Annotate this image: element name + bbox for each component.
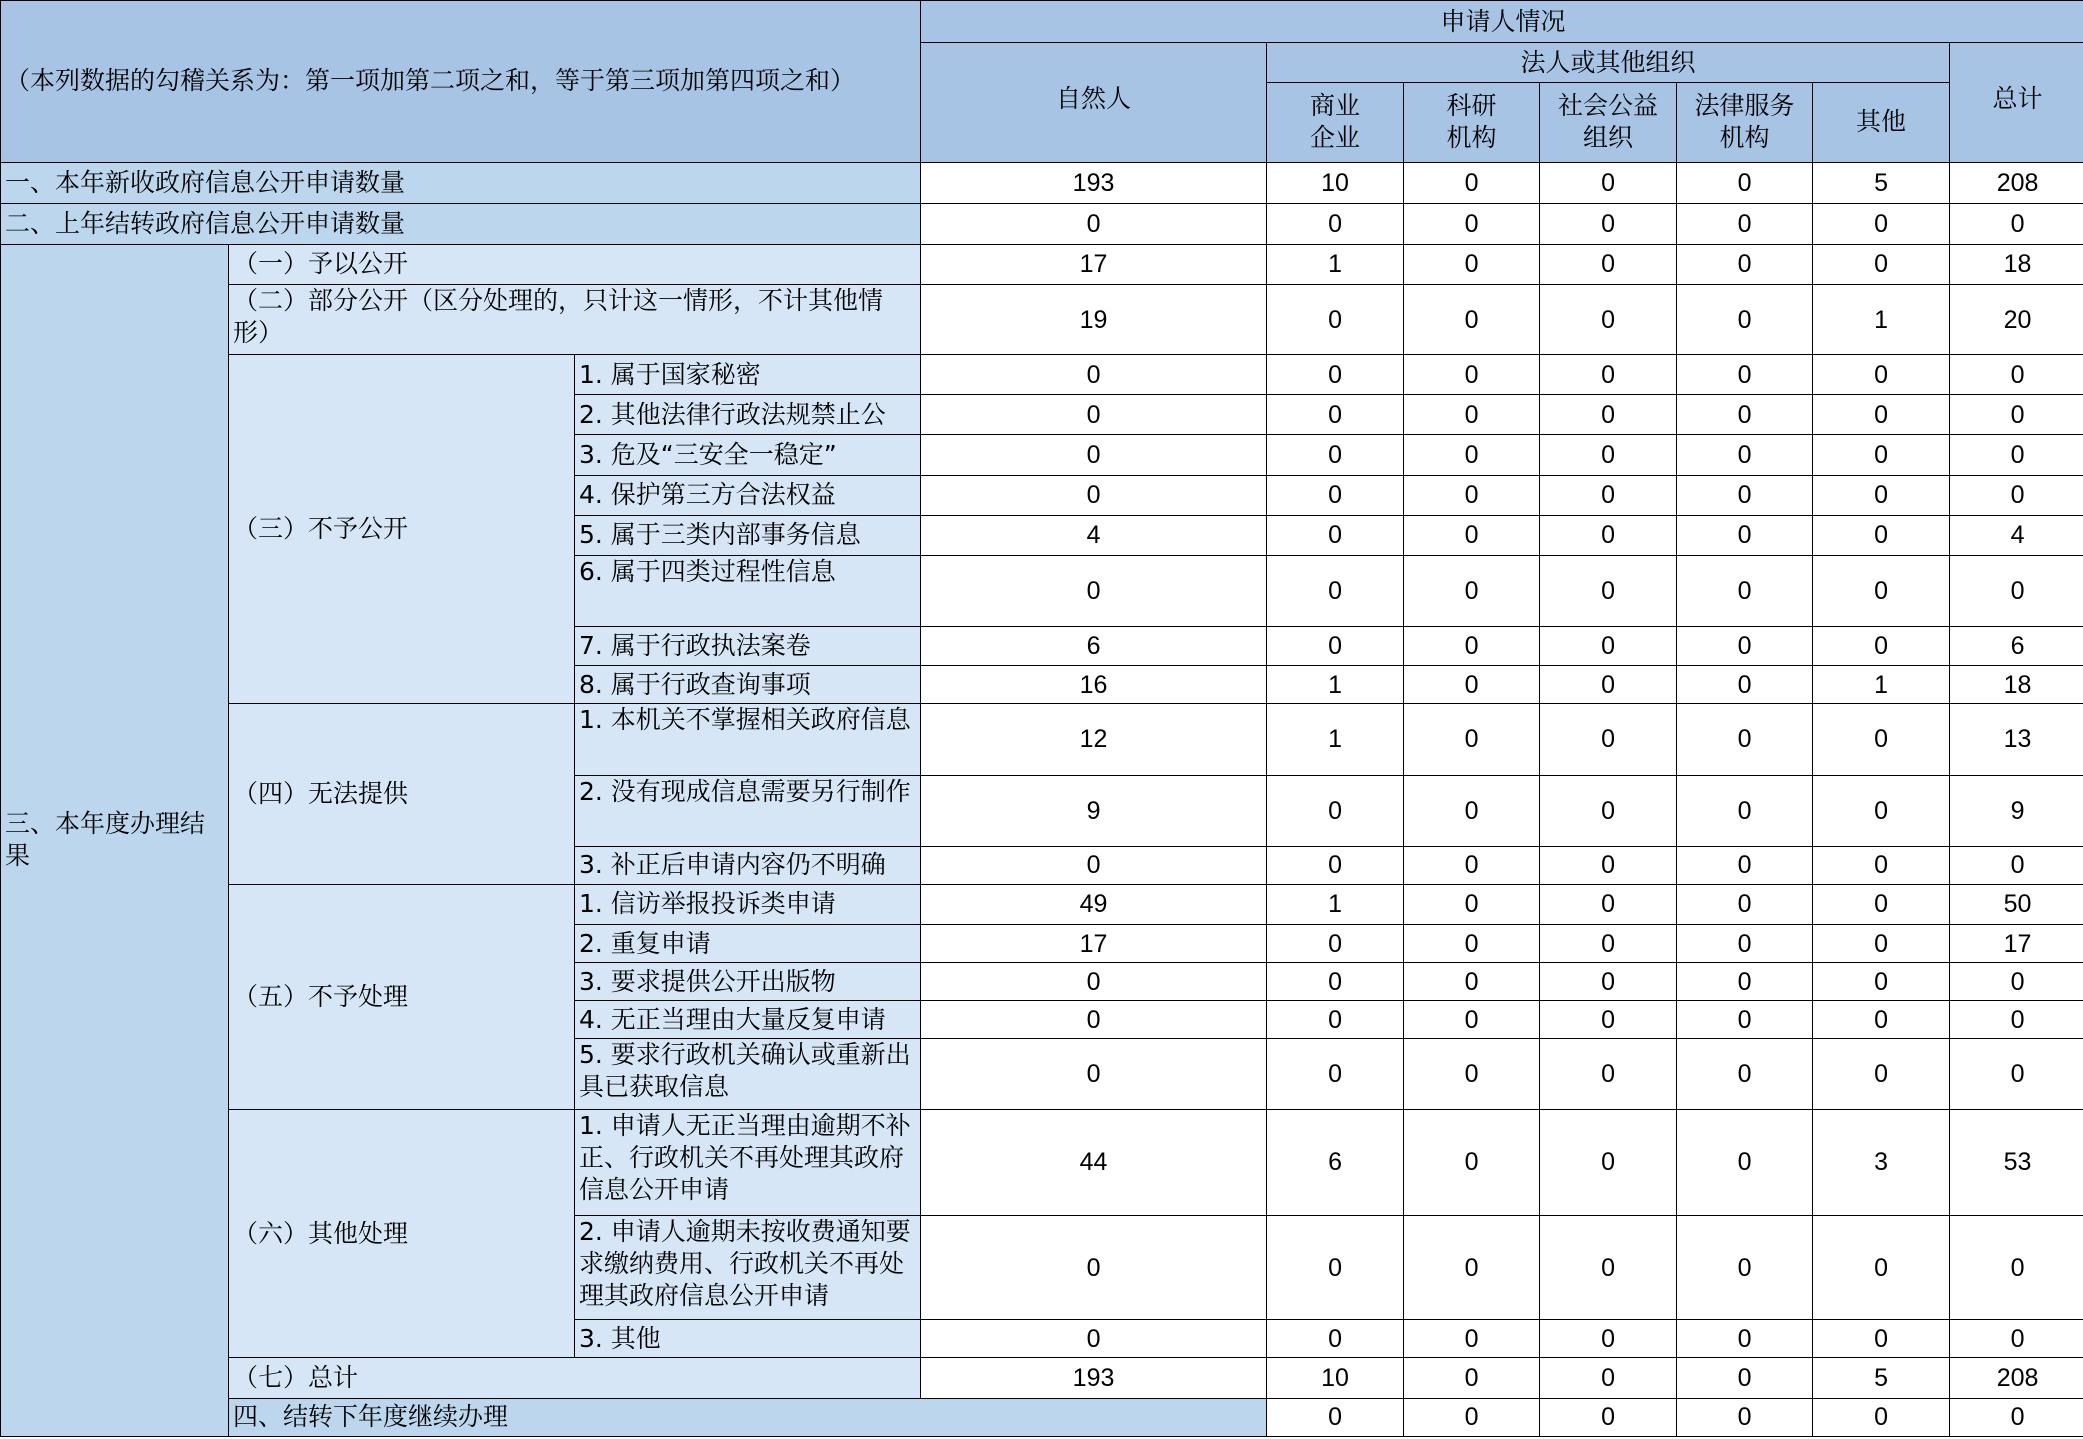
cell-natural: 44 — [921, 1109, 1267, 1215]
cell-natural: 0 — [921, 555, 1267, 626]
cell-total: 13 — [1950, 704, 2083, 775]
cell-total: 0 — [1950, 203, 2083, 244]
cell-legal-service: 0 — [1677, 1001, 1813, 1039]
table-row — [1, 203, 2083, 244]
cell-social: 0 — [1540, 244, 1677, 284]
cell-natural: 49 — [921, 884, 1267, 924]
cell-social: 0 — [1540, 775, 1677, 846]
cell-commercial: 10 — [1267, 162, 1404, 203]
cell-commercial: 0 — [1267, 515, 1404, 555]
cell-legal-service: 0 — [1677, 704, 1813, 775]
cell-social: 0 — [1540, 395, 1677, 435]
group-3-label: （三）不予公开 — [229, 355, 575, 704]
cell-social: 0 — [1540, 704, 1677, 775]
header-other: 其他 — [1813, 83, 1950, 162]
cell-research: 0 — [1404, 627, 1540, 666]
cell-legal-service: 0 — [1677, 203, 1813, 244]
header-applicant: 申请人情况 — [921, 1, 2083, 43]
cell-natural: 6 — [921, 627, 1267, 666]
cell-legal-service: 0 — [1677, 846, 1813, 884]
cell-social: 0 — [1677, 1398, 1813, 1436]
cell-research: 0 — [1404, 1039, 1540, 1109]
cell-other: 0 — [1813, 925, 1950, 963]
row-label: 1. 申请人无正当理由逾期不补正、行政机关不再处理其政府信息公开申请 — [575, 1109, 921, 1215]
row-label: 1. 信访举报投诉类申请 — [575, 884, 921, 924]
cell-total: 0 — [1950, 1001, 2083, 1039]
cell-other: 0 — [1813, 846, 1950, 884]
row-label: 2. 没有现成信息需要另行制作 — [575, 775, 921, 846]
group-6-label: （六）其他处理 — [229, 1109, 575, 1358]
cell-research: 0 — [1404, 1320, 1540, 1358]
cell-research: 0 — [1404, 515, 1540, 555]
cell-social: 0 — [1540, 1001, 1677, 1039]
cell-total: 4 — [1950, 515, 2083, 555]
cell-social: 0 — [1540, 846, 1677, 884]
cell-natural: 19 — [921, 284, 1267, 354]
cell-other: 0 — [1813, 704, 1950, 775]
cell-research: 0 — [1404, 1001, 1540, 1039]
cell-legal-service: 0 — [1677, 435, 1813, 475]
cell-other: 0 — [1813, 555, 1950, 626]
cell-commercial: 0 — [1267, 555, 1404, 626]
cell-social: 0 — [1540, 515, 1677, 555]
cell-social: 0 — [1540, 1215, 1677, 1319]
cell-total: 208 — [1950, 1358, 2083, 1398]
cell-research: 0 — [1404, 395, 1540, 435]
cell-total: 0 — [1950, 1039, 2083, 1109]
cell-natural: 0 — [921, 846, 1267, 884]
cell-legal-service: 0 — [1677, 1215, 1813, 1319]
cell-commercial: 0 — [1267, 627, 1404, 666]
row-label: 5. 属于三类内部事务信息 — [575, 515, 921, 555]
cell-research: 0 — [1404, 475, 1540, 515]
cell-social: 0 — [1540, 355, 1677, 395]
cell-total: 0 — [1950, 475, 2083, 515]
cell-legal-service: 0 — [1677, 775, 1813, 846]
cell-commercial: 0 — [1404, 1398, 1540, 1436]
cell-other: 0 — [1813, 1001, 1950, 1039]
cell-social: 0 — [1540, 162, 1677, 203]
cell-other: 0 — [1813, 355, 1950, 395]
cell-natural: 4 — [921, 515, 1267, 555]
header-legal-group: 法人或其他组织 — [1267, 43, 1950, 83]
cell-research: 0 — [1404, 355, 1540, 395]
table-row — [1, 704, 2083, 775]
row-label: 4. 无正当理由大量反复申请 — [575, 1001, 921, 1039]
cell-natural: 0 — [921, 395, 1267, 435]
cell-research: 0 — [1404, 884, 1540, 924]
cell-social: 0 — [1540, 666, 1677, 704]
cell-total: 50 — [1950, 884, 2083, 924]
cell-natural: 16 — [921, 666, 1267, 704]
cell-total: 0 — [1950, 435, 2083, 475]
cell-total: 0 — [1950, 963, 2083, 1001]
cell-commercial: 6 — [1267, 1109, 1404, 1215]
cell-other: 0 — [1813, 475, 1950, 515]
cell-commercial: 1 — [1267, 704, 1404, 775]
cell-research: 0 — [1540, 1398, 1677, 1436]
cell-other: 5 — [1813, 1358, 1950, 1398]
cell-total: 18 — [1950, 666, 2083, 704]
cell-other: 0 — [1813, 775, 1950, 846]
cell-research: 0 — [1404, 846, 1540, 884]
cell-total: 0 — [1950, 355, 2083, 395]
table-row — [1, 162, 2083, 203]
cell-research: 0 — [1404, 203, 1540, 244]
cell-legal-service: 0 — [1677, 1109, 1813, 1215]
cell-other: 0 — [1813, 395, 1950, 435]
header-total: 总计 — [1950, 43, 2083, 162]
cell-total: 0 — [1950, 846, 2083, 884]
header-legal-service: 法律服务 机构 — [1677, 83, 1813, 162]
cell-commercial: 1 — [1267, 666, 1404, 704]
cell-commercial: 0 — [1267, 1001, 1404, 1039]
cell-natural: 0 — [921, 1039, 1267, 1109]
cell-legal-service: 0 — [1677, 244, 1813, 284]
cell-social: 0 — [1540, 627, 1677, 666]
cell-commercial: 0 — [1267, 1215, 1404, 1319]
cell-other: 0 — [1813, 627, 1950, 666]
cell-legal-service: 0 — [1677, 555, 1813, 626]
table-row — [1, 355, 2083, 395]
header-natural-person: 自然人 — [921, 43, 1267, 162]
cell-natural: 193 — [921, 162, 1267, 203]
table-row — [1, 1358, 2083, 1398]
cell-social: 0 — [1540, 475, 1677, 515]
cell-social: 0 — [1540, 925, 1677, 963]
cell-legal-service: 0 — [1677, 284, 1813, 354]
section-3-label: 三、本年度办理结果 — [1, 244, 229, 1436]
cell-natural: 12 — [921, 704, 1267, 775]
row-label: 2. 其他法律行政法规禁止公 — [575, 395, 921, 435]
table-row — [1, 1398, 2083, 1436]
row-label: 5. 要求行政机关确认或重新出具已获取信息 — [575, 1039, 921, 1109]
table-row — [1, 244, 2083, 284]
cell-other: 0 — [1813, 884, 1950, 924]
header-note: （本列数据的勾稽关系为：第一项加第二项之和，等于第三项加第四项之和） — [1, 1, 921, 163]
header-social: 社会公益 组织 — [1540, 83, 1677, 162]
cell-research: 0 — [1404, 925, 1540, 963]
cell-social: 0 — [1540, 1320, 1677, 1358]
cell-total: 6 — [1950, 627, 2083, 666]
cell-legal-service: 0 — [1813, 1398, 1950, 1436]
row-label: 1. 本机关不掌握相关政府信息 — [575, 704, 921, 775]
cell-research: 0 — [1404, 162, 1540, 203]
cell-commercial: 0 — [1267, 846, 1404, 884]
cell-research: 0 — [1404, 775, 1540, 846]
group-4-label: （四）无法提供 — [229, 704, 575, 885]
row-label: 7. 属于行政执法案卷 — [575, 627, 921, 666]
cell-legal-service: 0 — [1677, 1039, 1813, 1109]
cell-natural: 0 — [921, 1001, 1267, 1039]
cell-natural: 0 — [921, 203, 1267, 244]
cell-legal-service: 0 — [1677, 475, 1813, 515]
cell-research: 0 — [1404, 555, 1540, 626]
cell-research: 0 — [1404, 963, 1540, 1001]
cell-commercial: 0 — [1267, 925, 1404, 963]
cell-commercial: 0 — [1267, 435, 1404, 475]
cell-other: 0 — [1813, 203, 1950, 244]
row-label: （一）予以公开 — [229, 244, 921, 284]
row-label: 6. 属于四类过程性信息 — [575, 555, 921, 626]
row-label: 一、本年新收政府信息公开申请数量 — [1, 162, 921, 203]
row-label: 二、上年结转政府信息公开申请数量 — [1, 203, 921, 244]
cell-legal-service: 0 — [1677, 666, 1813, 704]
cell-social: 0 — [1540, 435, 1677, 475]
row-label: 2. 重复申请 — [575, 925, 921, 963]
row-label: 3. 补正后申请内容仍不明确 — [575, 846, 921, 884]
row-label: （七）总计 — [229, 1358, 921, 1398]
cell-legal-service: 0 — [1677, 627, 1813, 666]
cell-other: 0 — [1950, 1398, 2083, 1436]
cell-total: 20 — [1950, 284, 2083, 354]
cell-total: 0 — [1950, 1320, 2083, 1358]
cell-other: 0 — [1813, 1039, 1950, 1109]
group-5-label: （五）不予处理 — [229, 884, 575, 1109]
cell-commercial: 0 — [1267, 395, 1404, 435]
cell-commercial: 10 — [1267, 1358, 1404, 1398]
header-research: 科研 机构 — [1404, 83, 1540, 162]
cell-other: 0 — [1813, 963, 1950, 1001]
cell-total: 0 — [1950, 395, 2083, 435]
cell-other: 0 — [1813, 515, 1950, 555]
cell-research: 0 — [1404, 1215, 1540, 1319]
cell-commercial: 0 — [1267, 1320, 1404, 1358]
cell-total: 0 — [1950, 1215, 2083, 1319]
cell-natural: 0 — [921, 435, 1267, 475]
cell-legal-service: 0 — [1677, 395, 1813, 435]
cell-social: 0 — [1540, 203, 1677, 244]
cell-social: 0 — [1540, 963, 1677, 1001]
table-row — [1, 884, 2083, 924]
cell-commercial: 0 — [1267, 963, 1404, 1001]
cell-natural: 0 — [921, 355, 1267, 395]
cell-natural: 0 — [921, 1320, 1267, 1358]
cell-total: 208 — [1950, 162, 2083, 203]
cell-natural: 193 — [921, 1358, 1267, 1398]
row-label: 3. 危及“三安全一稳定” — [575, 435, 921, 475]
cell-natural: 17 — [921, 925, 1267, 963]
cell-research: 0 — [1404, 1358, 1540, 1398]
cell-total: 53 — [1950, 1109, 2083, 1215]
cell-social: 0 — [1540, 1109, 1677, 1215]
cell-other: 1 — [1813, 666, 1950, 704]
row-label: 2. 申请人逾期未按收费通知要求缴纳费用、行政机关不再处理其政府信息公开申请 — [575, 1215, 921, 1319]
table-row — [1, 284, 2083, 354]
cell-total: 9 — [1950, 775, 2083, 846]
row-label: （二）部分公开（区分处理的，只计这一情形，不计其他情形） — [229, 284, 921, 354]
cell-legal-service: 0 — [1677, 355, 1813, 395]
cell-social: 0 — [1540, 1358, 1677, 1398]
cell-commercial: 0 — [1267, 775, 1404, 846]
cell-commercial: 1 — [1267, 244, 1404, 284]
cell-legal-service: 0 — [1677, 1358, 1813, 1398]
cell-natural: 0 — [1267, 1398, 1404, 1436]
cell-commercial: 0 — [1267, 1039, 1404, 1109]
cell-total: 0 — [1950, 555, 2083, 626]
cell-legal-service: 0 — [1677, 1320, 1813, 1358]
cell-other: 1 — [1813, 284, 1950, 354]
cell-legal-service: 0 — [1677, 925, 1813, 963]
cell-other: 0 — [1813, 244, 1950, 284]
cell-research: 0 — [1404, 244, 1540, 284]
cell-total: 17 — [1950, 925, 2083, 963]
row-label: 1. 属于国家秘密 — [575, 355, 921, 395]
cell-social: 0 — [1540, 1039, 1677, 1109]
cell-social: 0 — [1540, 555, 1677, 626]
row-label: 四、结转下年度继续办理 — [229, 1398, 1267, 1436]
row-label: 8. 属于行政查询事项 — [575, 666, 921, 704]
cell-commercial: 0 — [1267, 284, 1404, 354]
cell-natural: 0 — [921, 963, 1267, 1001]
cell-research: 0 — [1404, 1109, 1540, 1215]
table-row — [1, 1109, 2083, 1215]
cell-legal-service: 0 — [1677, 162, 1813, 203]
cell-other: 0 — [1813, 435, 1950, 475]
cell-legal-service: 0 — [1677, 963, 1813, 1001]
cell-legal-service: 0 — [1677, 884, 1813, 924]
cell-natural: 9 — [921, 775, 1267, 846]
row-label: 3. 其他 — [575, 1320, 921, 1358]
cell-social: 0 — [1540, 284, 1677, 354]
cell-other: 0 — [1813, 1215, 1950, 1319]
cell-research: 0 — [1404, 666, 1540, 704]
cell-research: 0 — [1404, 284, 1540, 354]
cell-legal-service: 0 — [1677, 515, 1813, 555]
cell-commercial: 1 — [1267, 884, 1404, 924]
cell-other: 0 — [1813, 1320, 1950, 1358]
cell-natural: 0 — [921, 1215, 1267, 1319]
row-label: 3. 要求提供公开出版物 — [575, 963, 921, 1001]
cell-other: 3 — [1813, 1109, 1950, 1215]
cell-other: 5 — [1813, 162, 1950, 203]
cell-social: 0 — [1540, 884, 1677, 924]
header-commercial: 商业 企业 — [1267, 83, 1404, 162]
cell-total: 18 — [1950, 244, 2083, 284]
cell-natural: 0 — [921, 475, 1267, 515]
cell-commercial: 0 — [1267, 475, 1404, 515]
cell-research: 0 — [1404, 704, 1540, 775]
cell-natural: 17 — [921, 244, 1267, 284]
cell-commercial: 0 — [1267, 203, 1404, 244]
row-label: 4. 保护第三方合法权益 — [575, 475, 921, 515]
cell-commercial: 0 — [1267, 355, 1404, 395]
cell-research: 0 — [1404, 435, 1540, 475]
